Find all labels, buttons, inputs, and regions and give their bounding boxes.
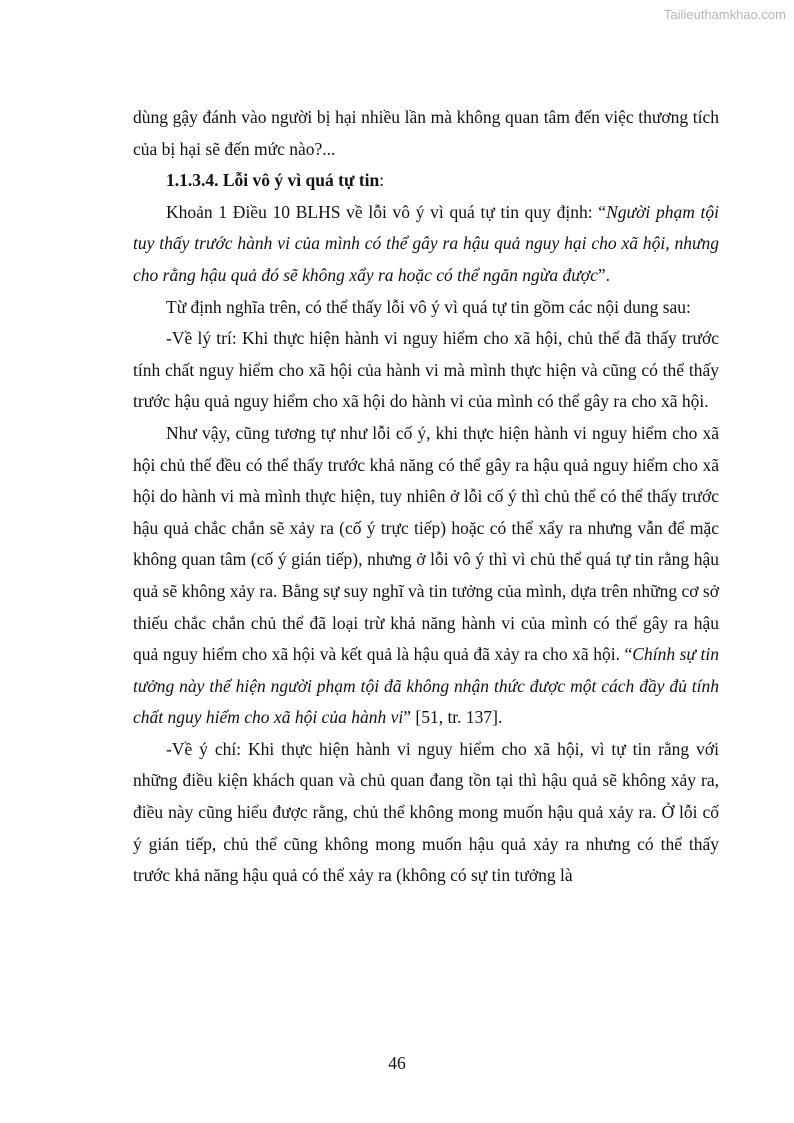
comparison-citation: ” [51, tr. 137]. <box>403 707 503 728</box>
watermark: Tailieuthamkhao.com <box>663 7 786 22</box>
page-number: 46 <box>388 1053 406 1073</box>
definition-close: ”. <box>597 264 611 285</box>
paragraph-ly-tri: -Về lý trí: Khi thực hiện hành vi nguy hiểm cho xã hội, chủ thể đã thấy trước tính chất nguy hiểm cho xã hội của hành vi mà mình thực hiện và cũng có thể thấy trước hậu quả nguy hiểm cho xã hội do hành vi của mình có thể gây ra cho xã hội. <box>133 328 719 412</box>
paragraph-summary: Từ định nghĩa trên, có thể thấy lỗi vô ý vì quá tự tin gồm các nội dung sau: <box>166 296 691 317</box>
page-body <box>133 102 719 892</box>
definition-intro: Khoản 1 Điều 10 BLHS về lỗi vô ý vì quá tự tin quy định: “ <box>166 201 607 222</box>
comparison-text: Như vậy, cũng tương tự như lỗi cố ý, khi thực hiện hành vi nguy hiểm cho xã hội chủ thể đều có thể thấy trước khả năng có thể gây ra hậu quả nguy hiểm cho xã hội do hành vi mà mình thực hiện, tuy nhiên ở lỗi cố ý thì chủ thể có thể thấy trước hậu quả chắc chắn sẽ xảy ra (cố ý trực tiếp) hoặc có thể xẩy ra nhưng vẫn để mặc không quan tâm (cố ý gián tiếp), nhưng ở lỗi vô ý thì vì chủ thể quá tự tin rằng hậu quả sẽ không xảy ra. Bằng sự suy nghĩ và tin tưởng của mình, dựa trên những cơ sở thiếu chắc chắn chủ thể đã loại trừ khả năng hành vi của mình có thể gây ra hậu quả nguy hiểm cho xã hội và kết quả là hậu quả đã xảy ra cho xã hội. “ <box>133 422 719 665</box>
section-heading-paragraph <box>133 165 719 197</box>
heading-colon: : <box>379 170 385 191</box>
paragraph-definition <box>133 197 719 292</box>
paragraph-continuation: dùng gậy đánh vào người bị hại nhiều lần mà không quan tâm đến việc thương tích của bị hại sẽ đến mức nào?... <box>133 107 719 159</box>
comparison-quote: Chính sự tin tưởng này thể hiện người phạm tội đã không nhận thức được một cách đầy đủ tính chất nguy hiểm cho xã hội của hành vi <box>133 644 719 728</box>
paragraph-comparison <box>133 418 719 734</box>
paragraph-y-chi: -Về ý chí: Khi thực hiện hành vi nguy hiểm cho xã hội, vì tự tin rằng với những điều kiện khách quan và chủ quan đang tồn tại thì hậu quả sẽ không xảy ra, điều này cũng hiểu được rằng, chủ thể không mong muốn hậu quả xảy ra. Ở lỗi cố ý gián tiếp, chủ thể cũng không mong muốn hậu quả xảy ra nhưng có thể thấy trước khả năng hậu quả có thể xảy ra (không có sự tin tưởng là <box>133 738 719 886</box>
definition-quote: Người phạm tội tuy thấy trước hành vi của mình có thể gây ra hậu quả nguy hại cho xã hội, nhưng cho rằng hậu quả đó sẽ không xẩy ra hoặc có thể ngăn ngừa được <box>133 201 720 285</box>
section-heading: 1.1.3.4. Lỗi vô ý vì quá tự tin <box>166 170 380 191</box>
